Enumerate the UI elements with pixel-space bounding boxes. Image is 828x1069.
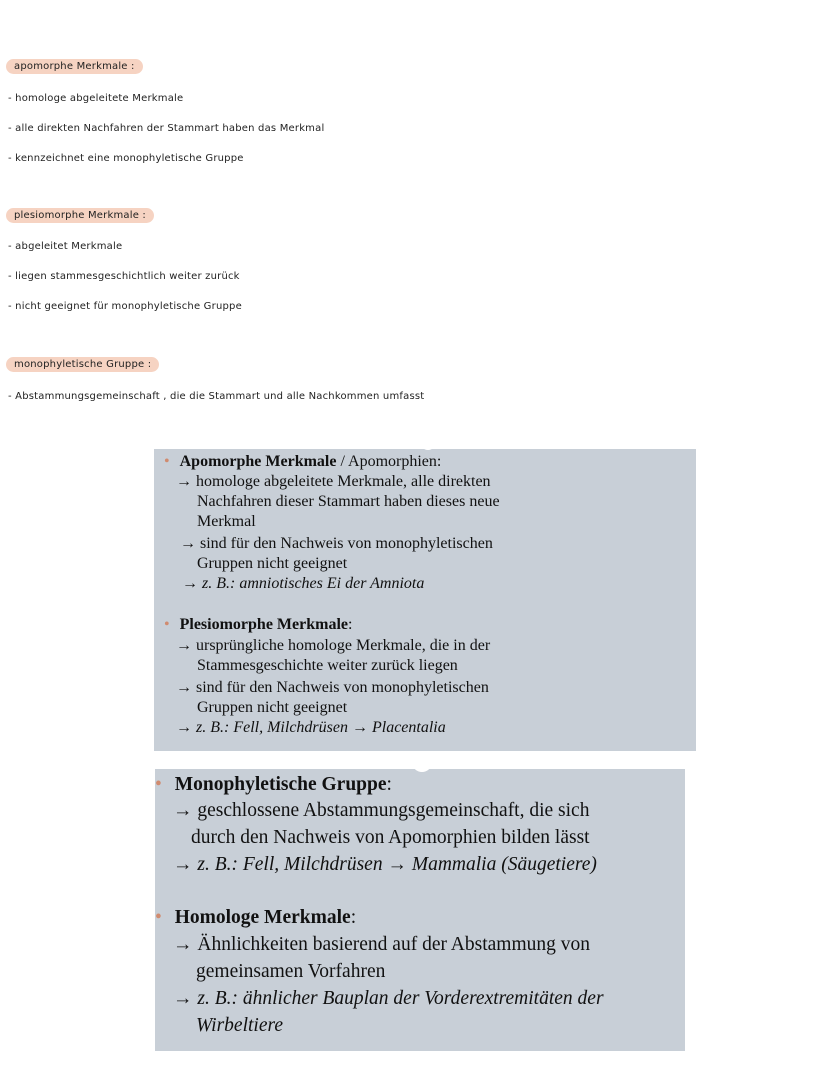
note-line: - kennzeichnet eine monophyletische Gruppe <box>8 153 244 164</box>
bullet-icon: • <box>164 453 170 470</box>
text-line: → geschlossene Abstammungsgemeinschaft, die sich <box>173 800 590 821</box>
note-line: - liegen stammesgeschichtlich weiter zurück <box>8 271 240 282</box>
text-line: Nachfahren dieser Stammart haben dieses neue <box>197 493 500 510</box>
text-line: Gruppen nicht geeignet <box>197 699 348 716</box>
text-line: → Ähnlichkeiten basierend auf der Abstammung von <box>173 934 590 955</box>
example-line: → z. B.: Fell, Milchdrüsen → Placentalia <box>176 719 446 736</box>
note-line: - homologe abgeleitete Merkmale <box>8 93 184 104</box>
bullet-icon: • <box>164 616 170 633</box>
example-line: → z. B.: Fell, Milchdrüsen → Mammalia (Säugetiere) <box>173 854 597 875</box>
definition-box-1 <box>154 449 696 751</box>
monophyletisch-title-row: • Monophyletische Gruppe: <box>155 774 392 795</box>
monophyletisch-heading: monophyletische Gruppe : <box>6 359 159 370</box>
apomorphe-title: Apomorphe Merkmale <box>179 453 337 470</box>
text-line: → sind für den Nachweis von monophyletischen <box>176 679 489 696</box>
text-line: → sind für den Nachweis von monophyletischen <box>180 535 493 552</box>
note-line: - alle direkten Nachfahren der Stammart haben das Merkmal <box>8 123 325 134</box>
note-line: - abgeleitet Merkmale <box>8 241 123 252</box>
plesiomorphe-heading: plesiomorphe Merkmale : <box>6 210 154 221</box>
note-line: - nicht geeignet für monophyletische Gruppe <box>8 301 242 312</box>
text-line: durch den Nachweis von Apomorphien bilden lässt <box>191 827 590 848</box>
plesiomorphe-title: Plesiomorphe Merkmale <box>179 616 349 633</box>
bullet-icon: • <box>155 774 162 795</box>
text-line: Stammesgeschichte weiter zurück liegen <box>197 657 458 674</box>
homolog-title: Homologe Merkmale <box>174 907 351 928</box>
bullet-icon: • <box>155 907 162 928</box>
plesiomorphe-title-row: • Plesiomorphe Merkmale: <box>164 616 353 633</box>
text-line: Gruppen nicht geeignet <box>197 555 348 572</box>
homolog-title-row: • Homologe Merkmale: <box>155 907 357 928</box>
text-line: → ursprüngliche homologe Merkmale, die in der <box>176 637 491 654</box>
example-line: → z. B.: ähnlicher Bauplan der Vorderextremitäten der <box>173 988 604 1009</box>
note-line: - Abstammungsgemeinschaft , die die Stammart und alle Nachkommen umfasst <box>8 391 425 402</box>
monophyletisch-title: Monophyletische Gruppe <box>174 774 387 795</box>
text-line: → homologe abgeleitete Merkmale, alle direkten <box>176 473 491 490</box>
definition-box-2 <box>155 769 685 1051</box>
apomorphe-heading: apomorphe Merkmale : <box>6 61 143 72</box>
example-line-cont: Wirbeltiere <box>196 1015 284 1036</box>
apomorphe-title-row: • Apomorphe Merkmale / Apomorphien: <box>164 453 442 470</box>
example-line: → z. B.: amniotisches Ei der Amniota <box>182 575 425 592</box>
text-line: gemeinsamen Vorfahren <box>196 961 386 982</box>
text-line: Merkmal <box>197 513 256 530</box>
